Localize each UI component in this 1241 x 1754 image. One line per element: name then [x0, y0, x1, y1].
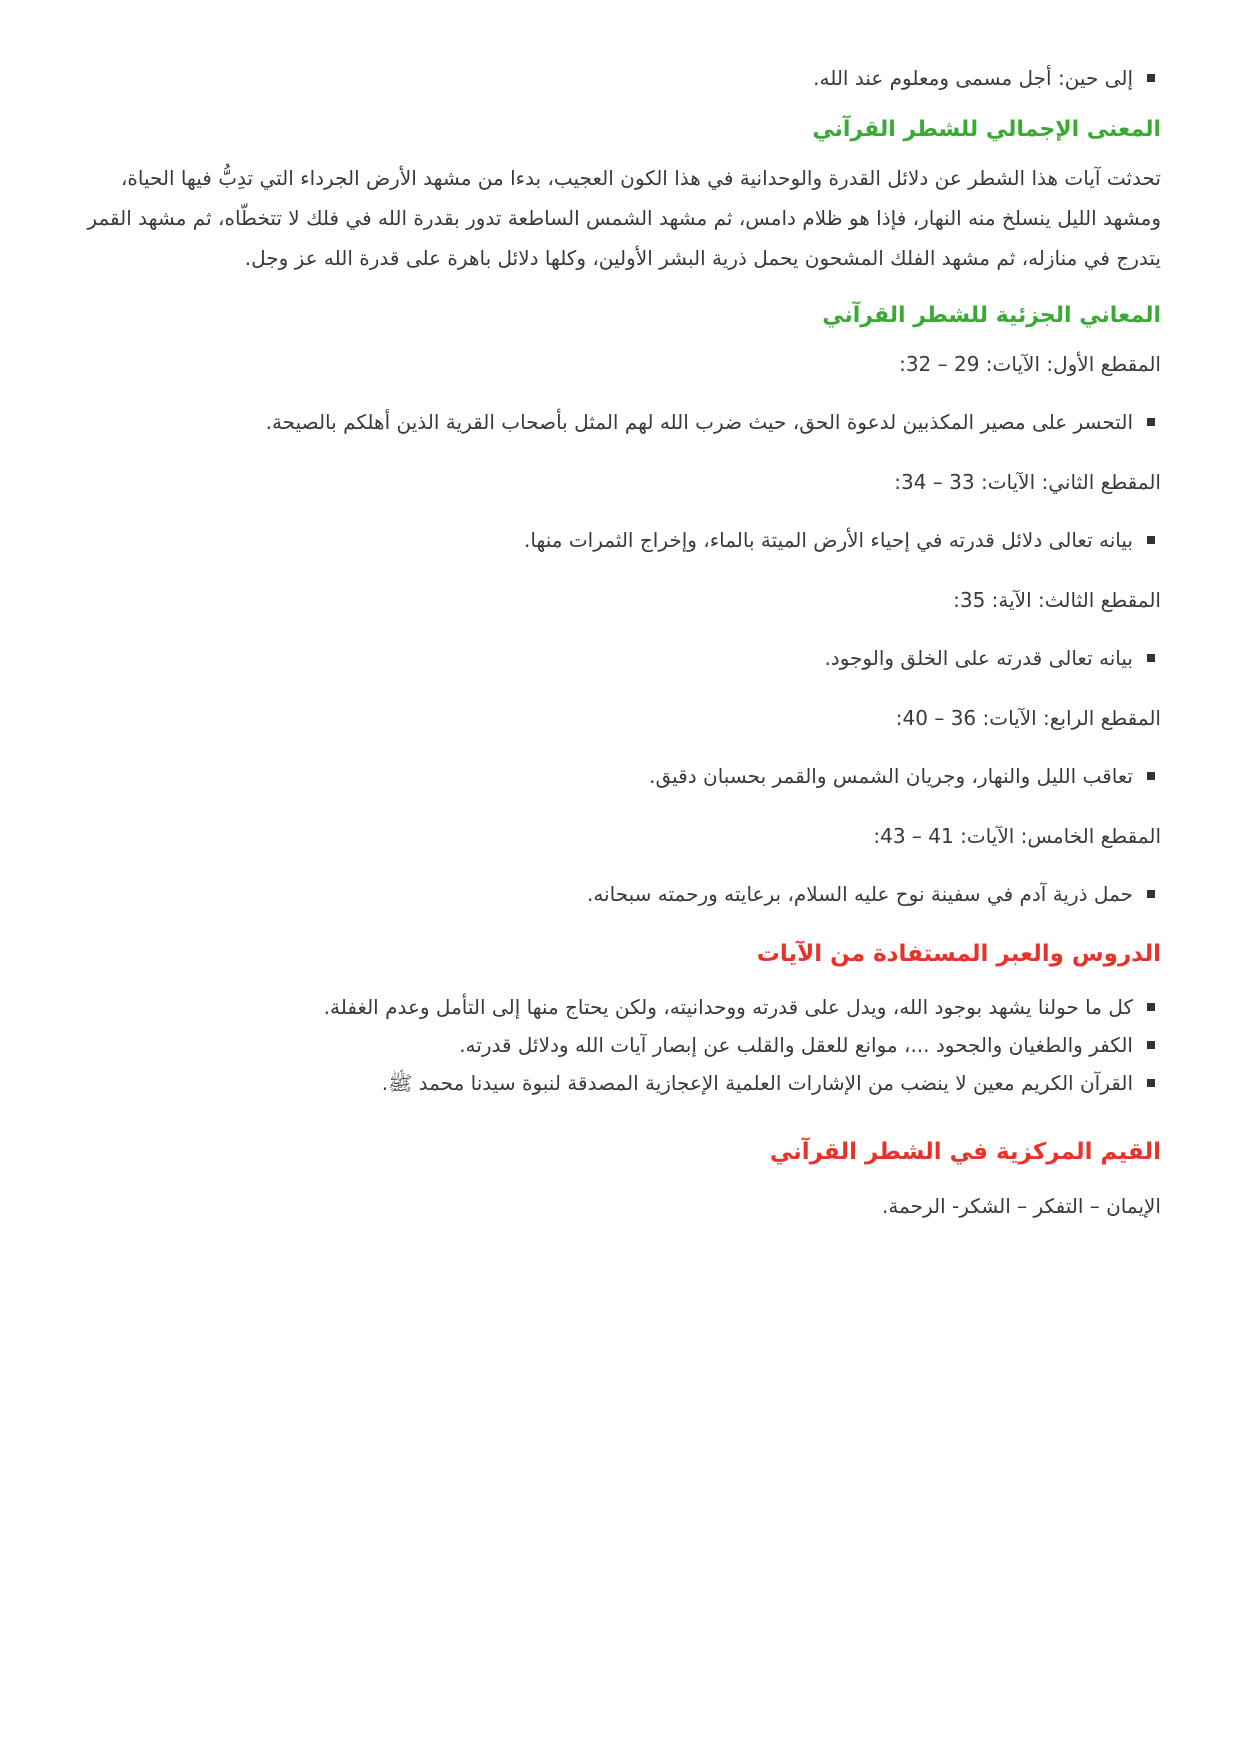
- square-bullet-icon: [1147, 1041, 1155, 1049]
- square-bullet-icon: [1147, 1079, 1155, 1087]
- segment-4-bullet: [80, 756, 1161, 796]
- segment-4-title: المقطع الرابع: الآيات: 36 – 40:: [895, 706, 1161, 730]
- partial-meanings-heading: المعاني الجزئية للشطر القرآني: [822, 303, 1161, 328]
- segment-2-text: بيانه تعالى دلائل قدرته في إحياء الأرض الميتة بالماء، وإخراج الثمرات منها.: [524, 528, 1133, 552]
- segment-3-bullet: [80, 638, 1161, 678]
- segment-1-bullet: [80, 402, 1161, 442]
- intro-bullet-item: [80, 58, 1161, 98]
- square-bullet-icon: [1147, 890, 1155, 898]
- lessons-heading: الدروس والعبر المستفادة من الآيات: [756, 941, 1161, 967]
- intro-bullet-text: إلى حين: أجل مسمى ومعلوم عند الله.: [813, 66, 1133, 90]
- lessons-list: [80, 988, 1161, 1102]
- segment-5-title: المقطع الخامس: الآيات: 41 – 43:: [873, 824, 1161, 848]
- square-bullet-icon: [1147, 536, 1155, 544]
- lesson-item-1: [80, 988, 1161, 1026]
- lesson-item-2-text: الكفر والطغيان والجحود ...، موانع للعقل والقلب عن إبصار آيات الله ودلائل قدرته.: [459, 1033, 1133, 1057]
- general-meaning-heading: المعنى الإجمالي للشطر القرآني: [812, 117, 1161, 142]
- segment-1-text: التحسر على مصير المكذبين لدعوة الحق، حيث ضرب الله لهم المثل بأصحاب القرية الذين أهلكم بالصيحة.: [265, 410, 1133, 434]
- segment-5-bullet: [80, 874, 1161, 914]
- general-meaning-line-2: ومشهد الليل ينسلخ منه النهار، فإذا هو ظلام دامس، ثم مشهد الشمس الساطعة تدور بقدرة الله في فلك لا تتخطّاه، ثم مشهد القمر: [87, 206, 1161, 230]
- general-meaning-line-3: يتدرج في منازله، ثم مشهد الفلك المشحون يحمل ذرية البشر الأولين، وكلها دلائل باهرة على قدرة الله عز وجل.: [244, 246, 1161, 270]
- lesson-item-1-text: كل ما حولنا يشهد بوجود الله، ويدل على قدرته ووحدانيته، ولكن يحتاج منها إلى التأمل وعدم الغفلة.: [323, 995, 1133, 1019]
- lesson-item-3-text: القرآن الكريم معين لا ينضب من الإشارات العلمية الإعجازية المصدقة لنبوة سيدنا محمد ﷺ.: [381, 1071, 1133, 1095]
- segment-3-title: المقطع الثالث: الآية: 35:: [953, 588, 1161, 612]
- segment-4-text: تعاقب الليل والنهار، وجريان الشمس والقمر بحسبان دقيق.: [649, 764, 1133, 788]
- segment-1-title: المقطع الأول: الآيات: 29 – 32:: [899, 352, 1161, 376]
- segment-3-text: بيانه تعالى قدرته على الخلق والوجود.: [824, 646, 1133, 670]
- lesson-item-3: [80, 1064, 1161, 1102]
- core-values-heading: القيم المركزية في الشطر القرآني: [769, 1139, 1161, 1165]
- square-bullet-icon: [1147, 74, 1155, 82]
- core-values-text: الإيمان – التفكر – الشكر- الرحمة.: [881, 1194, 1161, 1218]
- general-meaning-line-1: تحدثت آيات هذا الشطر عن دلائل القدرة والوحدانية في هذا الكون العجيب، بدءا من مشهد الأرض الجرداء التي تدِبُّ فيها الحياة،: [120, 166, 1161, 190]
- lesson-item-2: [80, 1026, 1161, 1064]
- square-bullet-icon: [1147, 654, 1155, 662]
- square-bullet-icon: [1147, 1003, 1155, 1011]
- square-bullet-icon: [1147, 772, 1155, 780]
- segment-2-bullet: [80, 520, 1161, 560]
- segment-5-text: حمل ذرية آدم في سفينة نوح عليه السلام، برعايته ورحمته سبحانه.: [586, 882, 1133, 906]
- segment-2-title: المقطع الثاني: الآيات: 33 – 34:: [894, 470, 1161, 494]
- square-bullet-icon: [1147, 418, 1155, 426]
